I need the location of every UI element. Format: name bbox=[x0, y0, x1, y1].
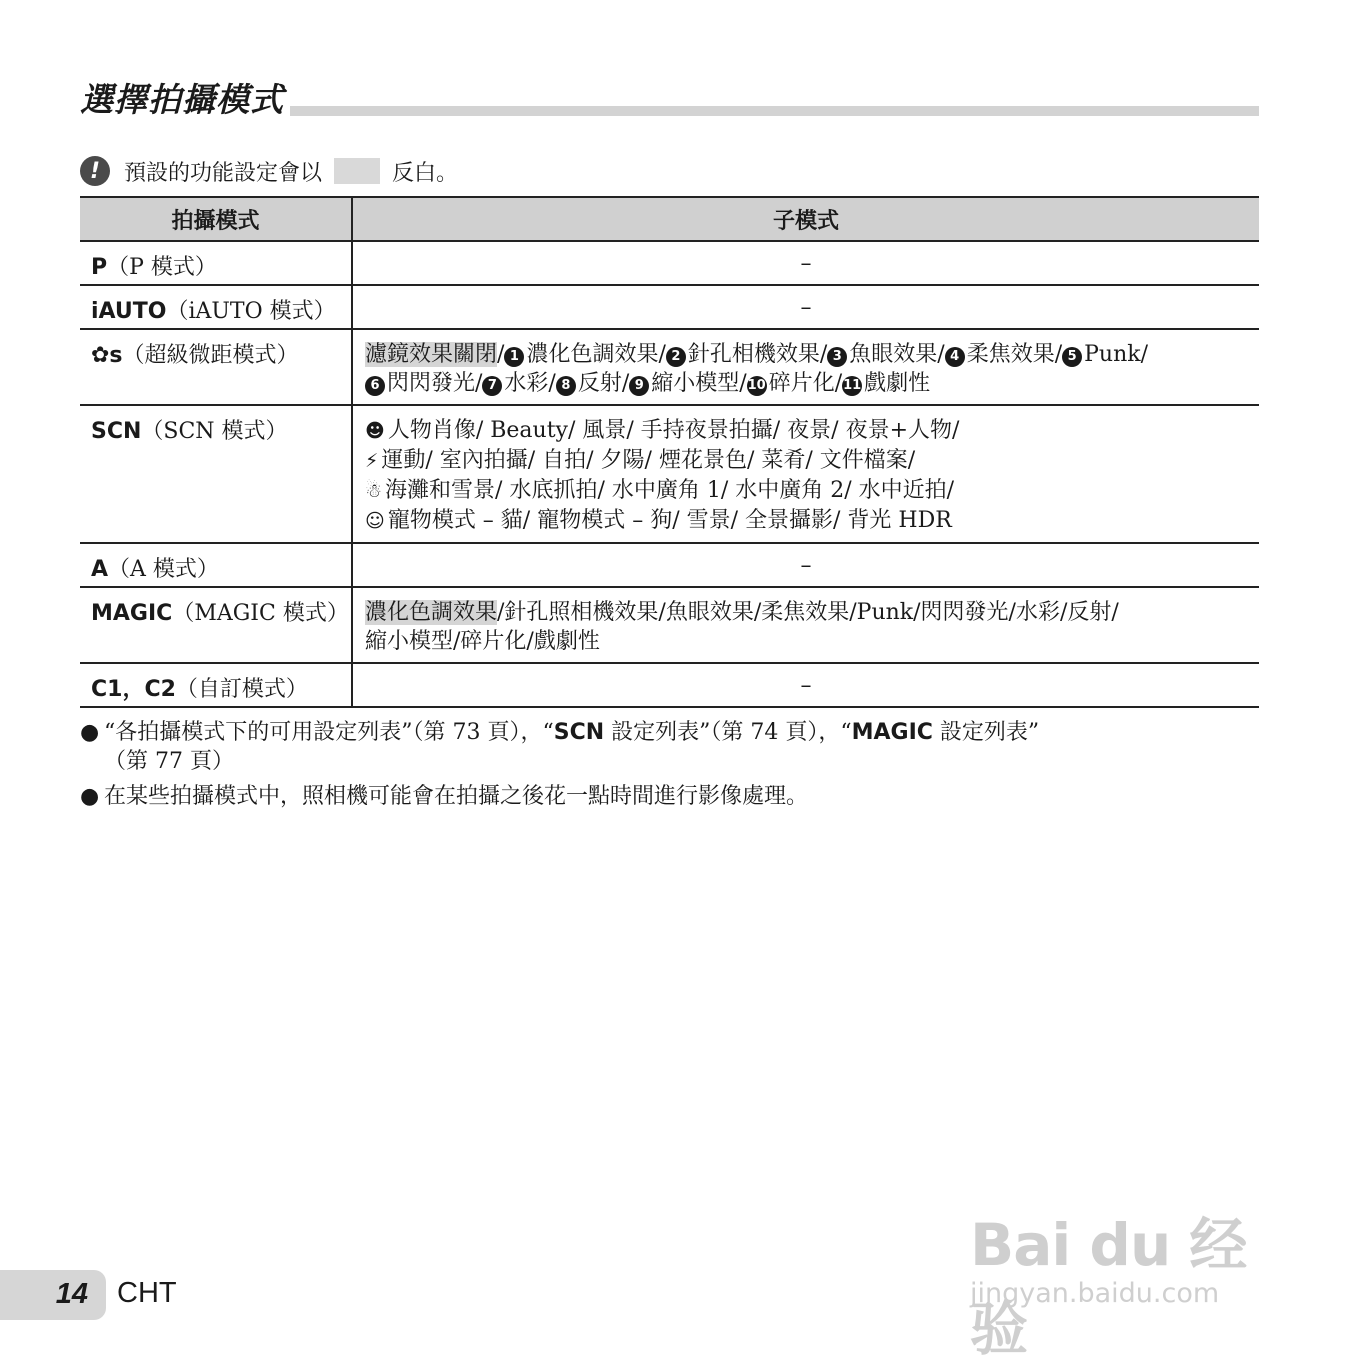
page-number: 14 bbox=[55, 1278, 88, 1310]
submode-cell: – bbox=[352, 241, 1259, 285]
number-8-icon: 8 bbox=[556, 376, 576, 396]
submode-line-1: 濾鏡效果關閉/ 1 濃化色調效果/ 2 針孔相機效果/ 3 魚眼效果/ 4 柔焦效果/ 5 Punk/ bbox=[365, 342, 1149, 367]
default-submode: 濾鏡效果關閉 bbox=[365, 342, 498, 367]
list-item bbox=[80, 718, 1260, 776]
number-10-icon: 10 bbox=[747, 376, 767, 396]
scn-line-2: ⚡ 運動/ 室內拍攝/ 自拍/ 夕陽/ 煙花景色/ 菜肴/ 文件檔案/ bbox=[365, 446, 1247, 476]
mode-symbol: C1，C2 bbox=[91, 677, 176, 702]
number-2-icon: 2 bbox=[666, 347, 686, 367]
table-row bbox=[80, 285, 1259, 329]
scn-line-1: ☻ 人物肖像/ Beauty/ 風景/ 手持夜景拍攝/ 夜景/ 夜景+人物/ bbox=[365, 416, 1247, 446]
mode-cell bbox=[80, 329, 352, 405]
mode-symbol: iAUTO bbox=[91, 299, 167, 324]
title-area bbox=[80, 72, 1259, 118]
table-row bbox=[80, 587, 1259, 663]
highlight-swatch bbox=[334, 158, 380, 184]
bullet-dot-icon: ● bbox=[80, 784, 100, 809]
table-row bbox=[80, 329, 1259, 405]
header-shooting-mode: 拍攝模式 bbox=[80, 197, 352, 241]
note-line bbox=[80, 154, 458, 188]
mode-cell bbox=[80, 285, 352, 329]
mode-cell bbox=[80, 663, 352, 707]
mode-table bbox=[80, 196, 1259, 708]
sport-icon: ⚡ bbox=[365, 450, 379, 472]
beach-snow-icon: ☃ bbox=[365, 480, 383, 502]
mode-label: （A 模式） bbox=[108, 557, 219, 582]
magic-line-1: 濃化色調效果/針孔照相機效果/魚眼效果/柔焦效果/Punk/閃閃發光/水彩/反射/ bbox=[365, 600, 1119, 625]
mode-cell bbox=[80, 405, 352, 543]
page-title: 選擇拍攝模式 bbox=[80, 74, 290, 121]
submode-cell: – bbox=[352, 285, 1259, 329]
baidu-watermark bbox=[966, 1160, 1286, 1363]
language-label: CHT bbox=[117, 1277, 177, 1309]
submode-cell bbox=[352, 405, 1259, 543]
mode-symbol: SCN bbox=[91, 419, 142, 444]
list-item-text: 在某些拍攝模式中，照相機可能會在拍攝之後花一點時間進行影像處理。 bbox=[104, 784, 809, 809]
mode-label: （自訂模式） bbox=[175, 677, 308, 702]
mode-cell bbox=[80, 241, 352, 285]
table-row bbox=[80, 663, 1259, 707]
number-5-icon: 5 bbox=[1062, 347, 1082, 367]
submode-cell bbox=[352, 329, 1259, 405]
scn-line-4: ☺ 寵物模式 – 貓/ 寵物模式 – 狗/ 雪景/ 全景攝影/ 背光 HDR bbox=[365, 506, 1247, 536]
mode-symbol: MAGIC bbox=[91, 601, 173, 626]
header-sub-mode: 子模式 bbox=[352, 197, 1259, 241]
mode-symbol: P bbox=[91, 255, 108, 280]
submode-line-2: 6 閃閃發光/ 7 水彩/ 8 反射/ 9 縮小模型/10 碎片化/11 戲劇性 bbox=[365, 369, 1247, 398]
default-submode: 濃化色調效果 bbox=[365, 600, 498, 625]
submode-cell bbox=[352, 587, 1259, 663]
number-9-icon: 9 bbox=[629, 376, 649, 396]
mode-label: （MAGIC 模式） bbox=[172, 601, 349, 626]
mode-label: （iAUTO 模式） bbox=[166, 299, 336, 324]
list-item bbox=[80, 782, 1260, 811]
mode-symbol: A bbox=[91, 557, 109, 582]
number-11-icon: 11 bbox=[842, 376, 862, 396]
scn-line-3: ☃ 海灘和雪景/ 水底抓拍/ 水中廣角 1/ 水中廣角 2/ 水中近拍/ bbox=[365, 476, 1247, 506]
submode-cell: – bbox=[352, 663, 1259, 707]
note-text-after: 反白。 bbox=[392, 160, 459, 186]
page-number-tab bbox=[0, 1270, 106, 1320]
mode-label: （SCN 模式） bbox=[141, 419, 288, 444]
table-row bbox=[80, 405, 1259, 543]
submode-cell: – bbox=[352, 543, 1259, 587]
super-macro-icon: ✿s bbox=[91, 343, 123, 368]
note-text-before: 預設的功能設定會以 bbox=[124, 160, 323, 186]
table-row bbox=[80, 543, 1259, 587]
watermark-url: jingyan.baidu.com bbox=[970, 1278, 1220, 1309]
notes-list bbox=[80, 718, 1260, 817]
number-4-icon: 4 bbox=[945, 347, 965, 367]
list-item-text: “各拍攝模式下的可用設定列表”（第 73 頁），“SCN 設定列表”（第 74 頁），“MAGIC 設定列表” （第 77 頁） bbox=[104, 720, 1040, 774]
portrait-icon: ☻ bbox=[365, 420, 385, 442]
pet-cat-icon: ☺ bbox=[365, 510, 385, 532]
number-3-icon: 3 bbox=[827, 347, 847, 367]
magic-line-2: 縮小模型/碎片化/戲劇性 bbox=[365, 629, 600, 654]
number-1-icon: 1 bbox=[504, 347, 524, 367]
watermark-logo: Bai du 经验 bbox=[970, 1211, 1247, 1363]
mode-label: （P 模式） bbox=[107, 255, 217, 280]
number-7-icon: 7 bbox=[482, 376, 502, 396]
table-header-row bbox=[80, 197, 1259, 241]
caution-icon: ! bbox=[80, 156, 110, 186]
mode-label: （超級微距模式） bbox=[122, 343, 299, 368]
number-6-icon: 6 bbox=[365, 376, 385, 396]
mode-cell bbox=[80, 543, 352, 587]
bullet-dot-icon: ● bbox=[80, 720, 100, 745]
mode-cell bbox=[80, 587, 352, 663]
table-row bbox=[80, 241, 1259, 285]
